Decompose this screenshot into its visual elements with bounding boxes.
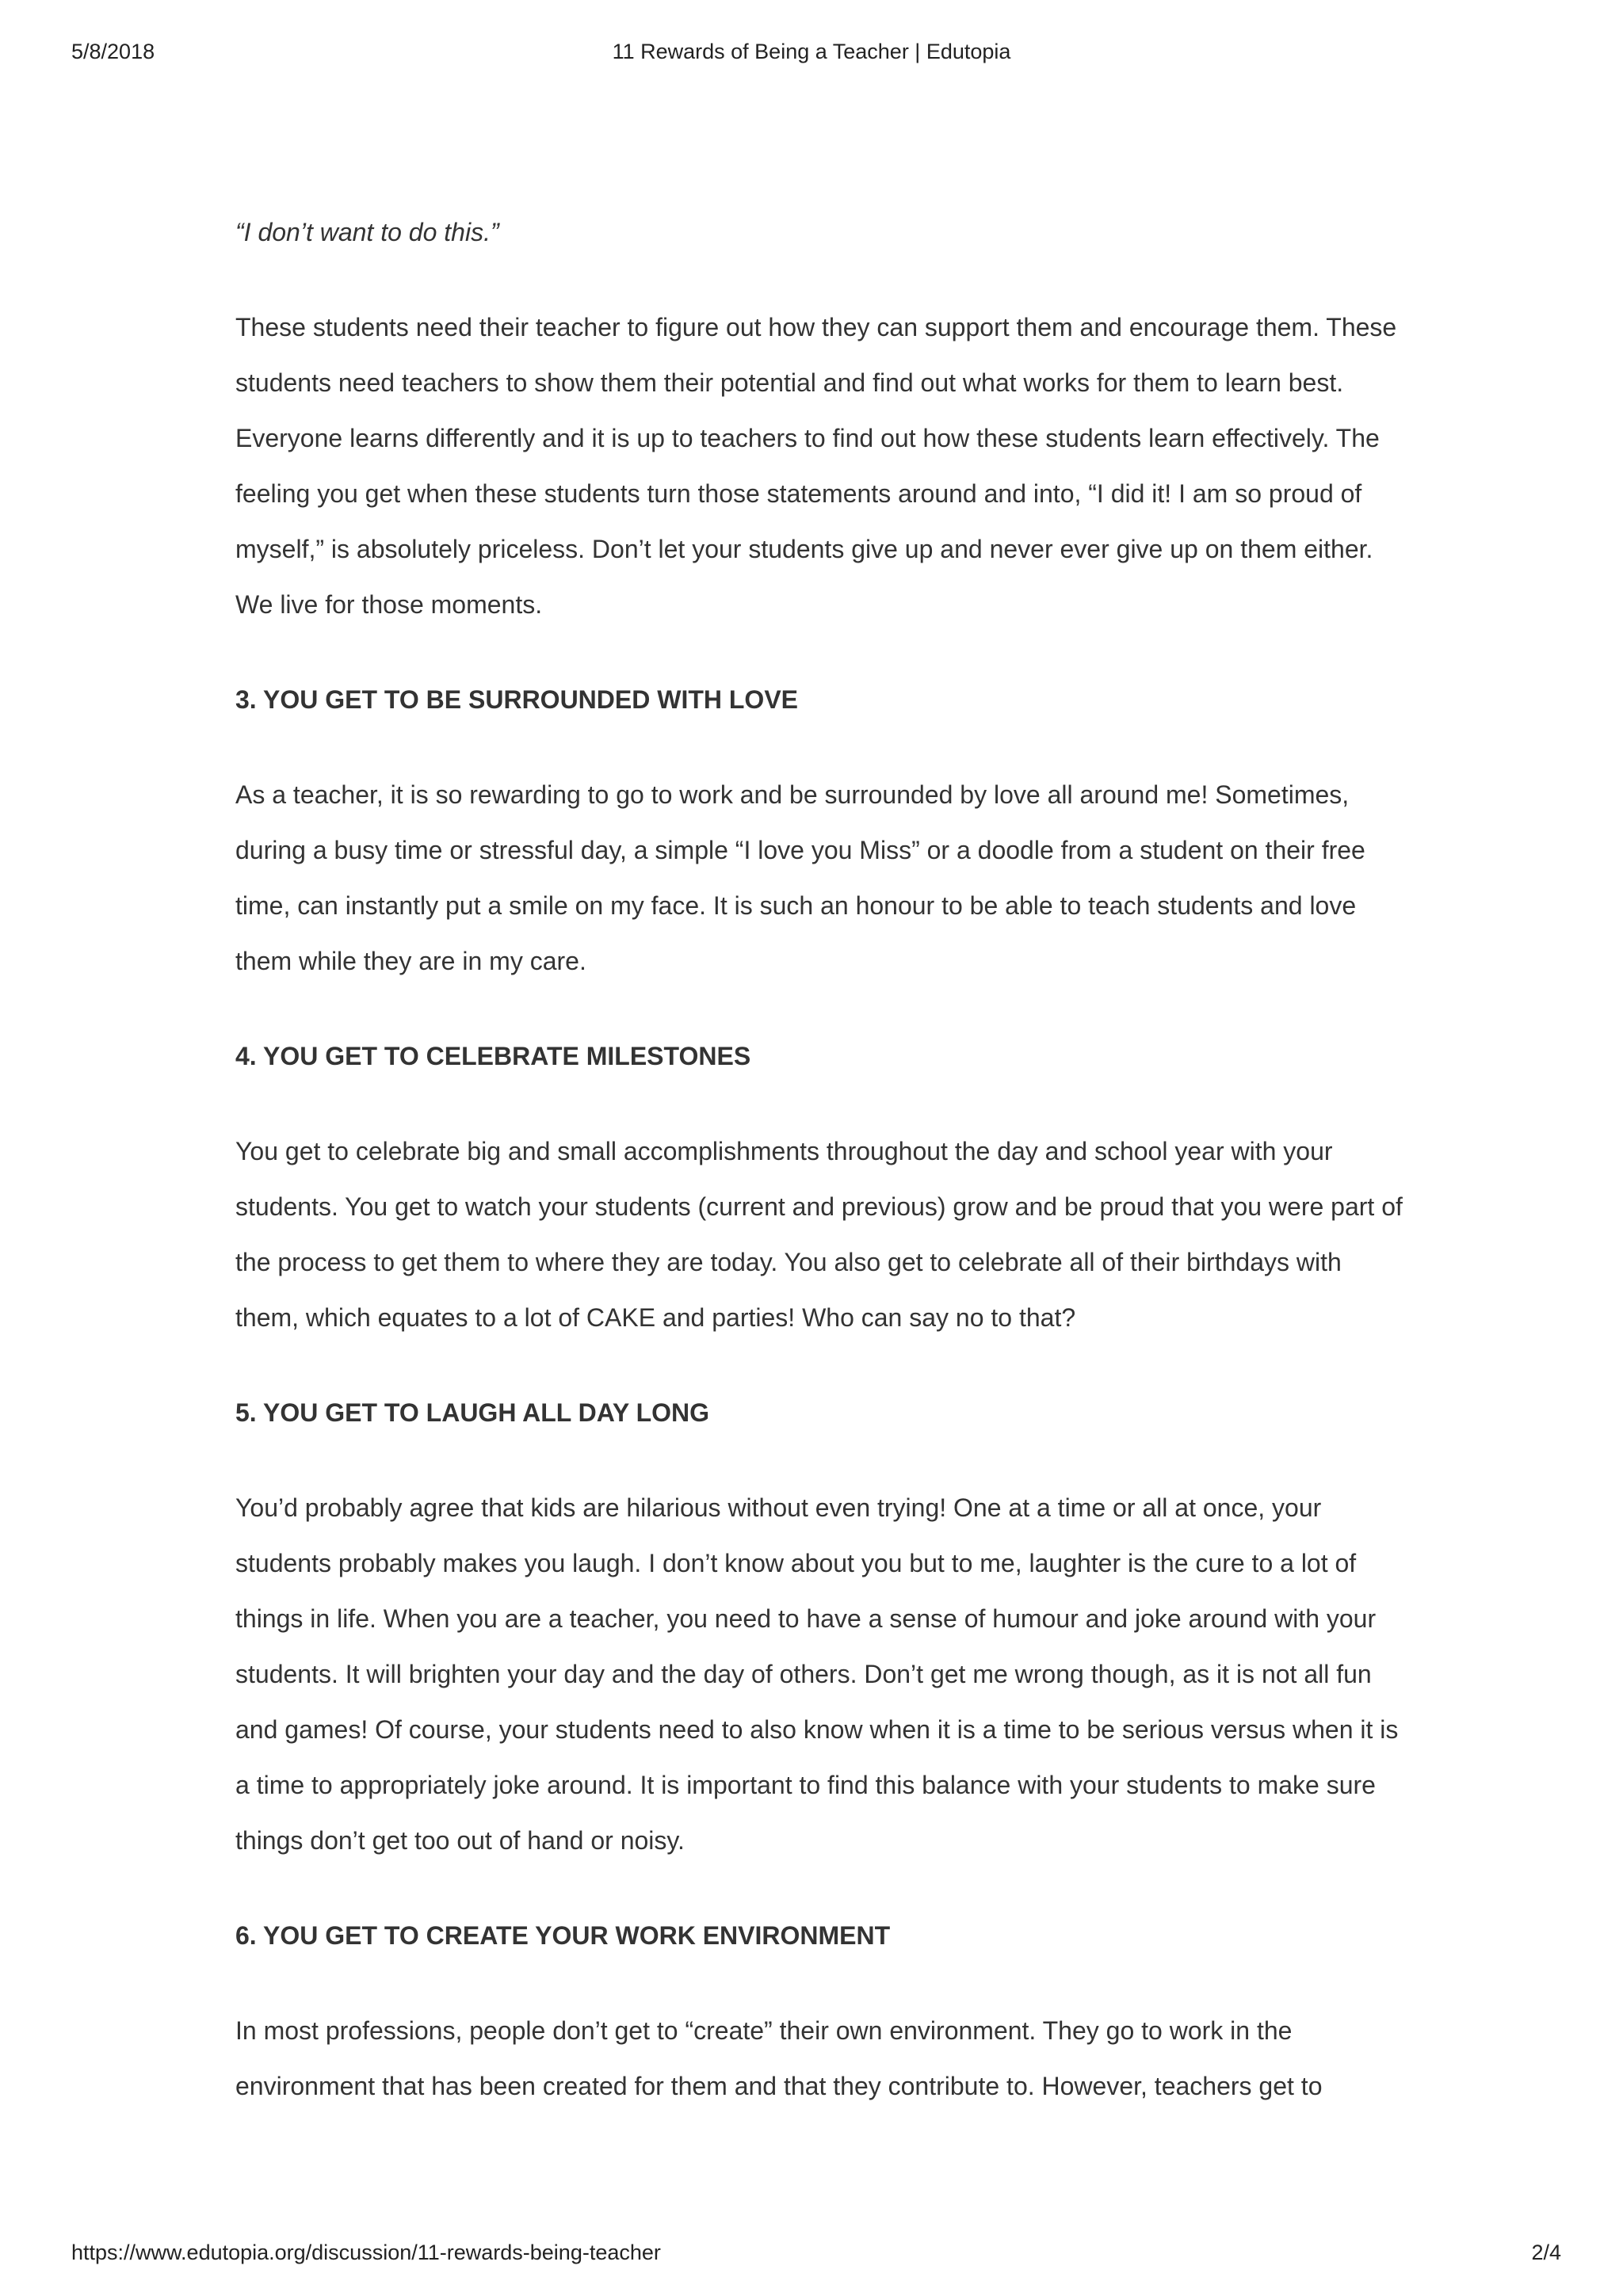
section-heading-3: 3. YOU GET TO BE SURROUNDED WITH LOVE: [235, 685, 798, 714]
print-footer: [0, 2241, 1623, 2269]
section-body-5: You’d probably agree that kids are hilarious without even trying! One at a time or all at once, your students probably makes you laugh. I don’t know about you but to me, laughter is the cure to a lot of things in life. When you are a teacher, you need to have a sense of humour and joke around with your students. It will brighten your day and the day of others. Don’t get me wrong though, as it is not all fun and games! Of course, your students need to also know when it is a time to be serious versus when it is a time to appropriately joke around. It is important to find this balance with your students to make sure things don’t get too out of hand or noisy.: [235, 1493, 1399, 1855]
article-quote: “I don’t want to do this.”: [235, 218, 499, 246]
print-page-title: 11 Rewards of Being a Teacher | Edutopia: [612, 40, 1011, 63]
article-paragraph: These students need their teacher to figure out how they can support them and encourage them. These students need teachers to show them their potential and find out what works for them to learn best. Everyone learns differently and it is up to teachers to find out how these students learn effectively. The feeling you get when these students turn those statements around and into, “I did it! I am so proud of myself,” is absolutely priceless. Don’t let your students give up and never ever give up on them either. We live for those moments.: [235, 313, 1397, 619]
print-date: 5/8/2018: [71, 40, 155, 63]
section-body-4: You get to celebrate big and small accomplishments throughout the day and school year with your students. You get to watch your students (current and previous) grow and be proud that you were part of the process to get them to where they are today. You also get to celebrate all of their birthdays with them, which equates to a lot of CAKE and parties! Who can say no to that?: [235, 1137, 1403, 1332]
article-body: [235, 204, 1408, 2153]
section-body-3: As a teacher, it is so rewarding to go to work and be surrounded by love all around me! Sometimes, during a busy time or stressful day, a simple “I love you Miss” or a doodle from a student on their free time, can instantly put a smile on my face. It is such an honour to be able to teach students and love them while they are in my care.: [235, 780, 1365, 975]
section-heading-6: 6. YOU GET TO CREATE YOUR WORK ENVIRONMENT: [235, 1921, 891, 1950]
section-body-6: In most professions, people don’t get to “create” their own environment. They go to work in the environment that has been created for them and that they contribute to. However, teachers get to: [235, 2016, 1323, 2100]
section-heading-5: 5. YOU GET TO LAUGH ALL DAY LONG: [235, 1398, 710, 1427]
section-heading-4: 4. YOU GET TO CELEBRATE MILESTONES: [235, 1042, 751, 1070]
print-header: [0, 40, 1623, 68]
page-number: 2/4: [1531, 2241, 1561, 2264]
print-url: https://www.edutopia.org/discussion/11-rewards-being-teacher: [71, 2241, 661, 2264]
